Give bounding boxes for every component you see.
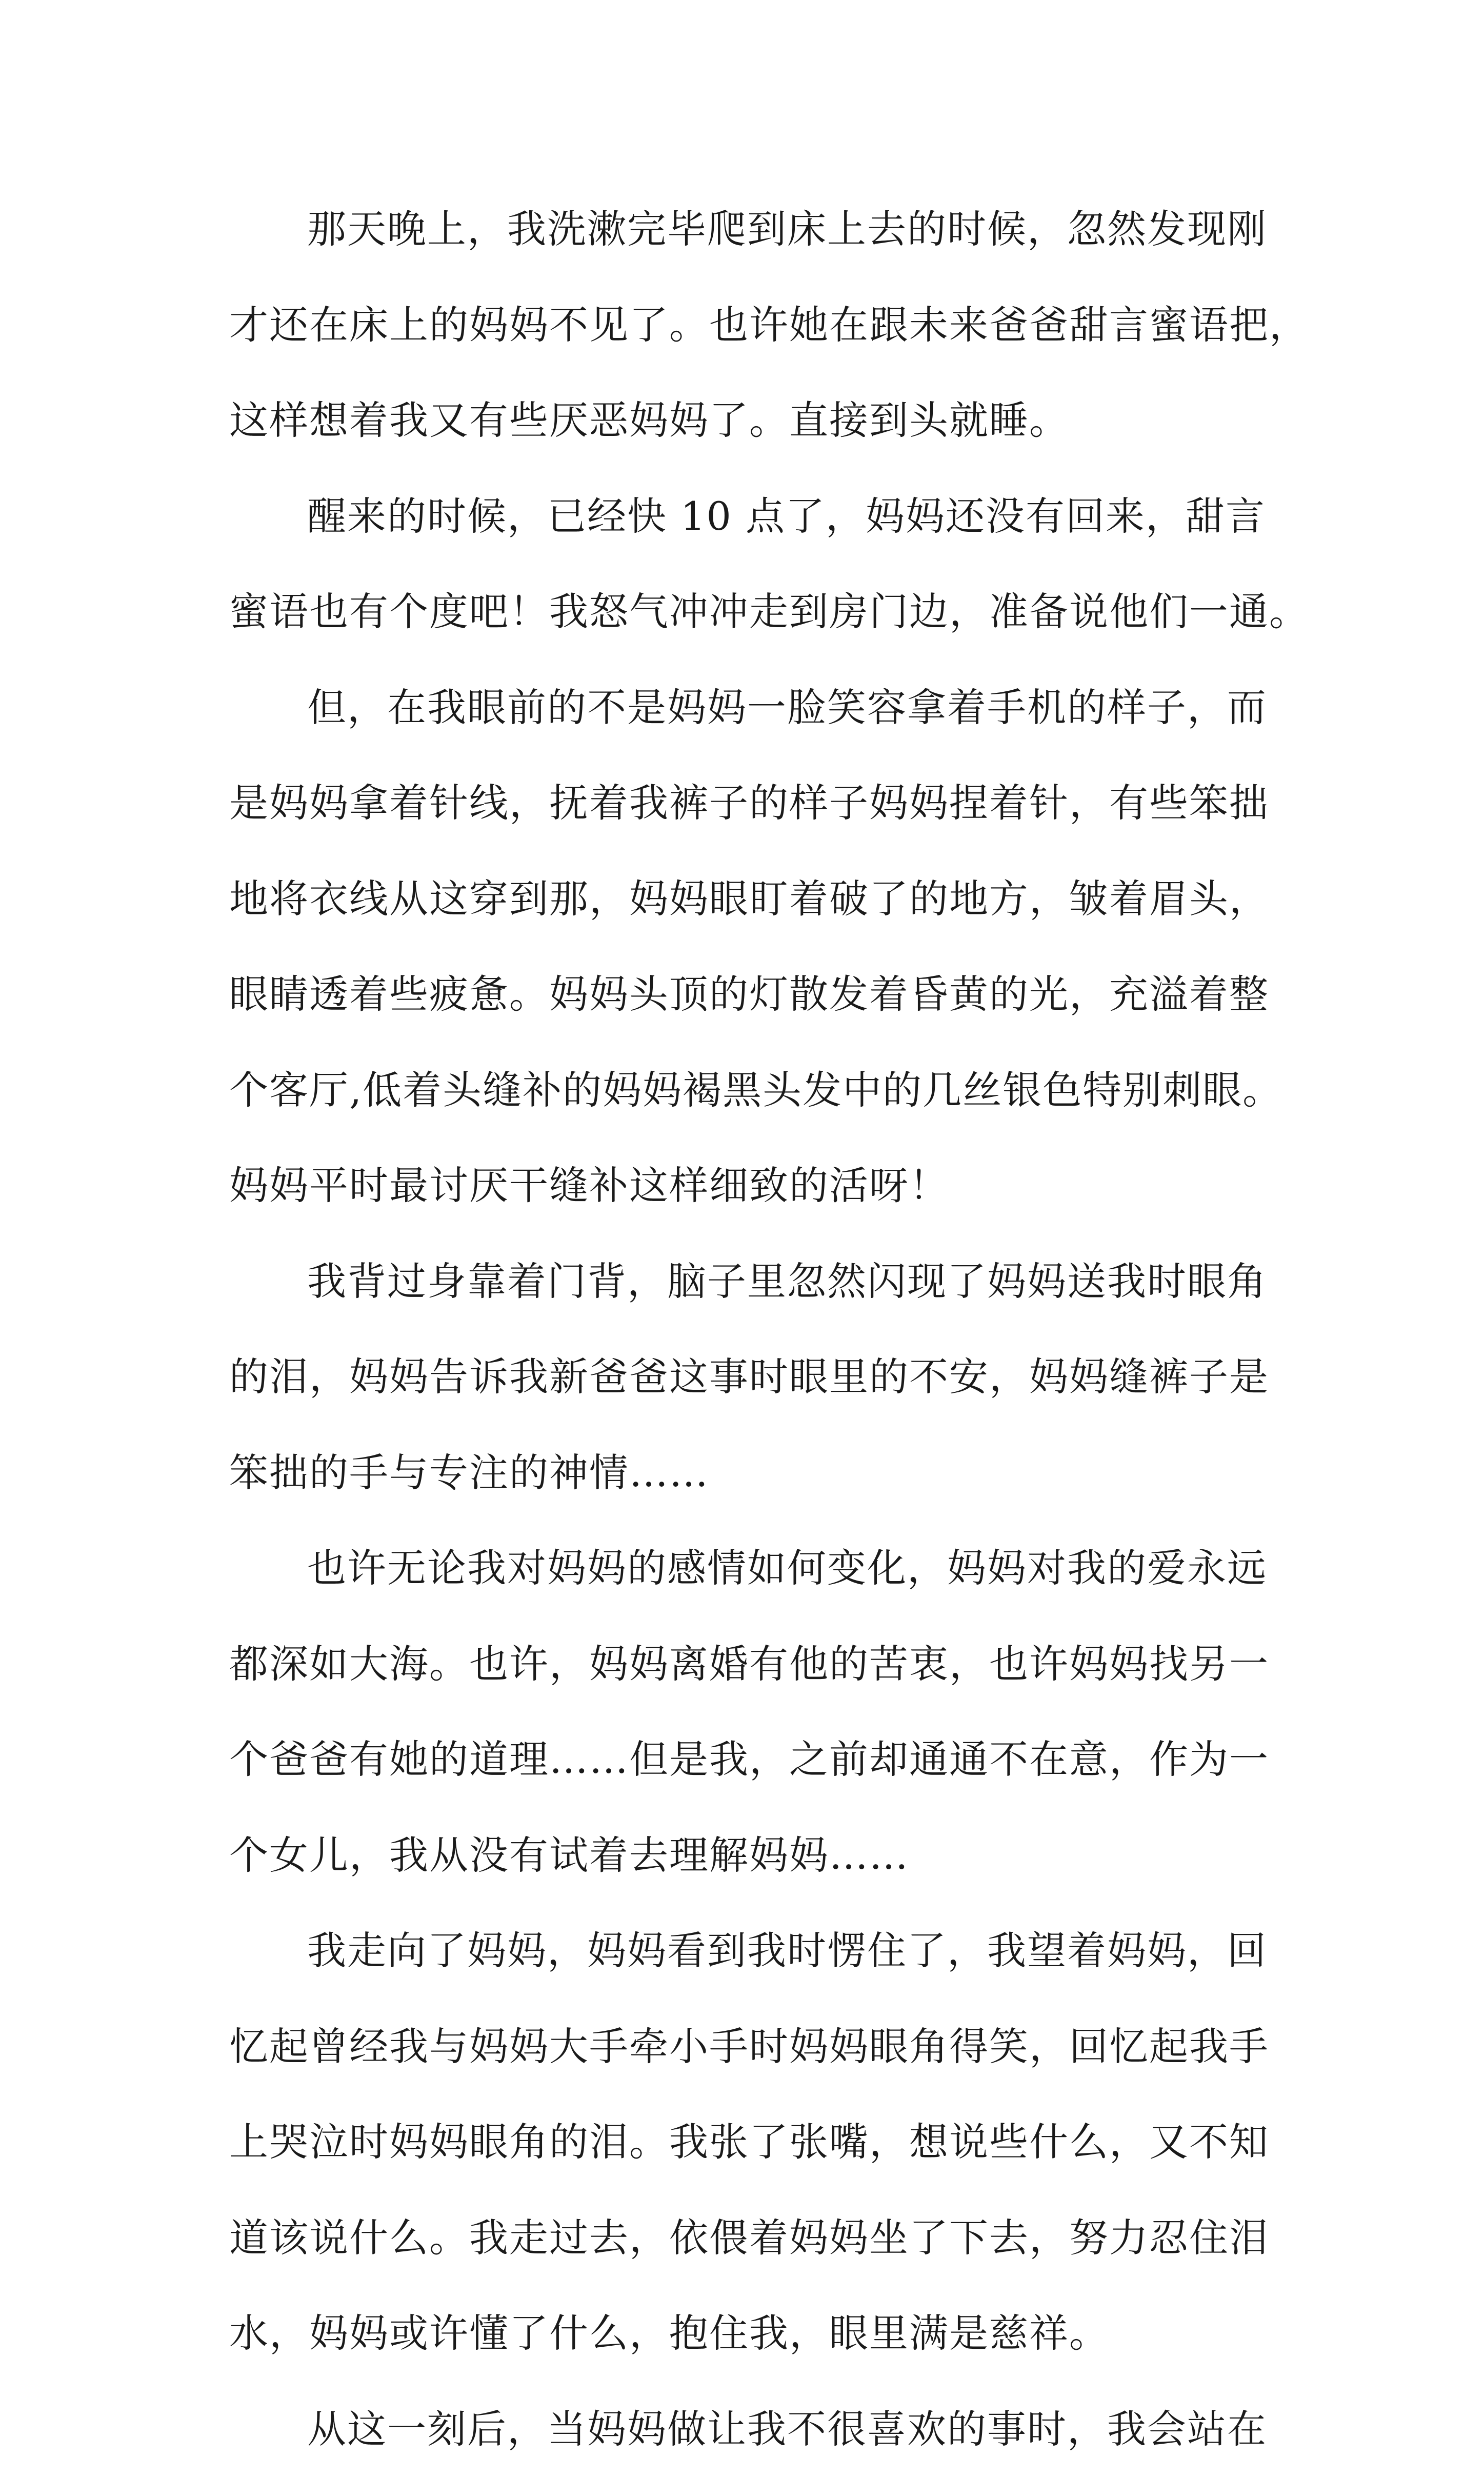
text-line: 道该说什么。我走过去，依偎着妈妈坐了下去，努力忍住泪 bbox=[229, 2190, 1278, 2286]
paragraph bbox=[229, 469, 1278, 660]
text-line: 个客厅,低着头缝补的妈妈褐黑头发中的几丝银色特别刺眼。 bbox=[229, 1043, 1278, 1138]
text-line: 的泪，妈妈告诉我新爸爸这事时眼里的不安，妈妈缝裤子是 bbox=[229, 1329, 1278, 1425]
paragraph bbox=[229, 1521, 1278, 1903]
paragraph bbox=[229, 660, 1278, 1234]
text-line: 那天晚上，我洗漱完毕爬到床上去的时候，忽然发现刚 bbox=[229, 182, 1278, 277]
text-line: 我走向了妈妈，妈妈看到我时愣住了，我望着妈妈，回 bbox=[229, 1903, 1278, 1999]
text-line: 这样想着我又有些厌恶妈妈了。直接到头就睡。 bbox=[229, 373, 1278, 469]
paragraph bbox=[229, 182, 1278, 469]
text-line: 个爸爸有她的道理……但是我，之前却通通不在意，作为一 bbox=[229, 1712, 1278, 1808]
text-line: 蜜语也有个度吧！我怒气冲冲走到房门边，准备说他们一通。 bbox=[229, 564, 1278, 660]
text-line: 是妈妈拿着针线，抚着我裤子的样子妈妈捏着针，有些笨拙 bbox=[229, 755, 1278, 851]
text-line: 忆起曾经我与妈妈大手牵小手时妈妈眼角得笑，回忆起我手 bbox=[229, 1999, 1278, 2095]
text-line: 才还在床上的妈妈不见了。也许她在跟未来爸爸甜言蜜语把， bbox=[229, 277, 1278, 373]
text-line: 我背过身靠着门背，脑子里忽然闪现了妈妈送我时眼角 bbox=[229, 1234, 1278, 1330]
paragraph bbox=[229, 1903, 1278, 2382]
text-line: 醒来的时候，已经快 10 点了，妈妈还没有回来，甜言 bbox=[229, 469, 1278, 565]
text-line: 妈妈平时最讨厌干缝补这样细致的活呀！ bbox=[229, 1138, 1278, 1234]
text-line: 眼睛透着些疲惫。妈妈头顶的灯散发着昏黄的光，充溢着整 bbox=[229, 947, 1278, 1043]
text-line: 上哭泣时妈妈眼角的泪。我张了张嘴，想说些什么，又不知 bbox=[229, 2094, 1278, 2190]
text-line: 地将衣线从这穿到那，妈妈眼盯着破了的地方，皱着眉头， bbox=[229, 851, 1278, 947]
paragraph bbox=[229, 2382, 1278, 2477]
text-line: 水，妈妈或许懂了什么，抱住我，眼里满是慈祥。 bbox=[229, 2286, 1278, 2382]
text-line: 也许无论我对妈妈的感情如何变化，妈妈对我的爱永远 bbox=[229, 1521, 1278, 1616]
text-line: 笨拙的手与专注的神情…… bbox=[229, 1425, 1278, 1521]
text-line: 但，在我眼前的不是妈妈一脸笑容拿着手机的样子，而 bbox=[229, 660, 1278, 756]
text-line: 从这一刻后，当妈妈做让我不很喜欢的事时，我会站在 bbox=[229, 2382, 1278, 2477]
text-line: 都深如大海。也许，妈妈离婚有他的苦衷，也许妈妈找另一 bbox=[229, 1616, 1278, 1712]
paragraph bbox=[229, 1234, 1278, 1521]
body-text bbox=[229, 182, 1278, 2477]
text-line: 个女儿，我从没有试着去理解妈妈…… bbox=[229, 1808, 1278, 1904]
